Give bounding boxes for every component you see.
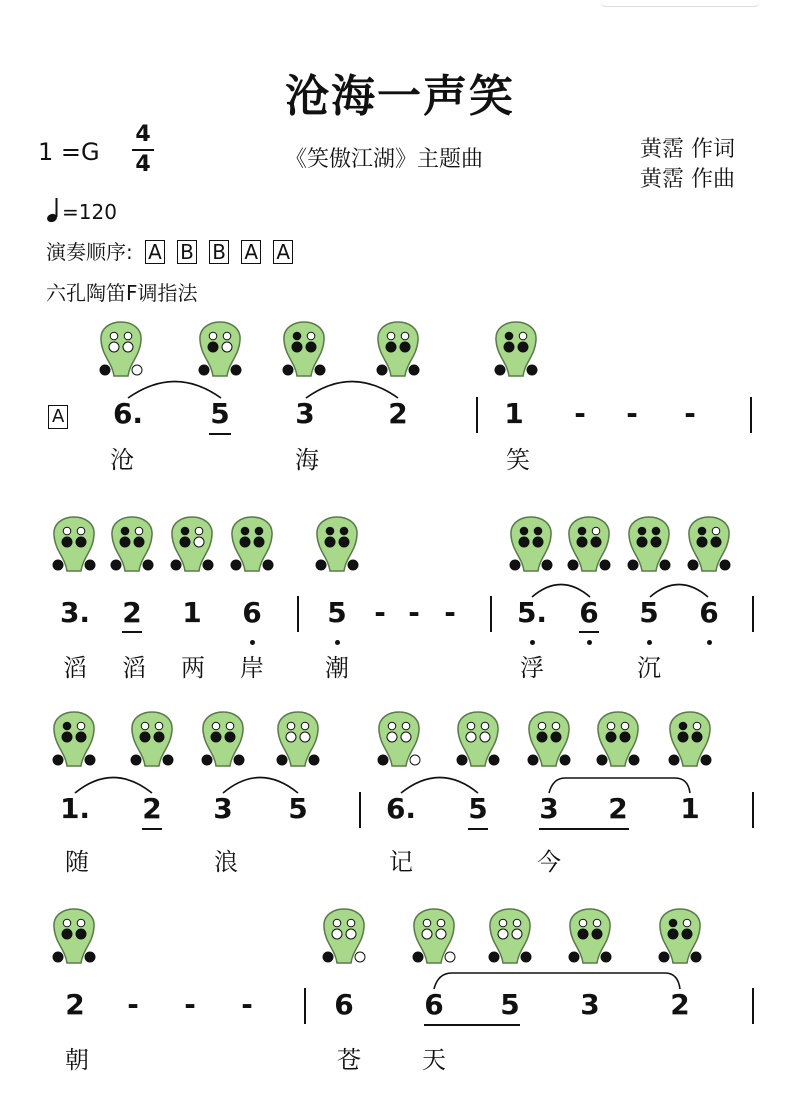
lyric: 海	[295, 446, 319, 474]
ocarina-fingering-icon	[597, 712, 639, 766]
lyricist-credit: 黄霑 作词	[640, 137, 735, 162]
lyric: 沧	[110, 446, 134, 474]
ocarina-fingering-icon	[277, 712, 319, 766]
lyric: 苍	[337, 1046, 361, 1074]
note: 3	[539, 792, 559, 825]
lyric: 潮	[325, 654, 349, 682]
lyric: 沉	[637, 654, 661, 682]
ocarina-fingering-icon	[378, 712, 420, 766]
note: 6	[242, 596, 262, 629]
ocarina-fingering-icon	[316, 517, 358, 571]
ocarina-fingering-icon	[457, 712, 499, 766]
ocarina-fingering-icon	[171, 517, 213, 571]
ocarina-fingering-icon	[568, 517, 610, 571]
note: 6.	[112, 397, 144, 430]
ocarina-fingering-icon	[659, 909, 701, 963]
song-title: 沧海一声笑	[285, 71, 515, 122]
ocarina-fingering-icon	[510, 517, 552, 571]
note: 6	[699, 596, 719, 629]
note: 5	[288, 792, 308, 825]
ocarina-fingering-icon	[100, 322, 142, 376]
lyric: 朝	[65, 1046, 89, 1074]
ocarina-fingering-icon	[688, 517, 730, 571]
ocarina-fingering-icon	[413, 909, 455, 963]
time-signature-top: 4	[135, 122, 151, 147]
ocarina-fingering-icon	[111, 517, 153, 571]
rest-dash: -	[684, 397, 696, 430]
lyric: 记	[389, 848, 413, 876]
time-signature-bottom: 4	[135, 152, 151, 177]
lyric: 滔	[122, 654, 146, 682]
note: 5	[327, 596, 347, 629]
ocarina-fingering-icon	[283, 322, 325, 376]
lyric: 笑	[506, 446, 530, 474]
ocarina-fingering-icon	[489, 909, 531, 963]
ocarina-fingering-icon	[131, 712, 173, 766]
rest-dash: -	[184, 988, 196, 1021]
lyric: 今	[537, 848, 561, 876]
ocarina-fingering-icon	[53, 517, 95, 571]
note: 5	[468, 792, 488, 825]
ocarina-fingering-icon	[495, 322, 537, 376]
note: 6	[424, 988, 444, 1021]
note: 5	[210, 397, 230, 430]
note: 2	[388, 397, 408, 430]
order-box: A	[273, 240, 293, 264]
lyric: 岸	[240, 654, 264, 682]
note: 2	[670, 988, 690, 1021]
section-mark: A	[48, 405, 68, 429]
order-box: B	[177, 240, 197, 264]
rest-dash: -	[408, 596, 420, 629]
lyric: 浪	[214, 848, 238, 876]
ocarina-fingering-icon	[569, 909, 611, 963]
note: 6	[579, 596, 599, 629]
ocarina-fingering-icon	[377, 322, 419, 376]
note: 1	[504, 397, 524, 430]
ocarina-fingering-icon	[202, 712, 244, 766]
rest-dash: -	[574, 397, 586, 430]
rest-dash: -	[626, 397, 638, 430]
ocarina-fingering-icon	[199, 322, 241, 376]
order-box: A	[145, 240, 165, 264]
ocarina-fingering-icon	[231, 517, 273, 571]
ocarina-fingering-icon	[53, 712, 95, 766]
composer-credit: 黄霑 作曲	[640, 167, 735, 192]
ocarina-fingering-icon	[53, 909, 95, 963]
note: 6	[334, 988, 354, 1021]
note: 3.	[59, 596, 91, 629]
note: 5	[639, 596, 659, 629]
rest-dash: -	[127, 988, 139, 1021]
note: 1.	[59, 792, 91, 825]
note: 3	[295, 397, 315, 430]
subtitle: 《笑傲江湖》主题曲	[285, 147, 484, 172]
rest-dash: -	[444, 596, 456, 629]
order-box: B	[209, 240, 229, 264]
fingering-note: 六孔陶笛F调指法	[46, 281, 198, 305]
play-order-label: 演奏顺序:	[46, 240, 133, 264]
lyric: 浮	[520, 654, 544, 682]
rest-dash: -	[241, 988, 253, 1021]
lyric: 天	[422, 1046, 446, 1074]
note: 2	[608, 792, 628, 825]
note: 3	[580, 988, 600, 1021]
ocarina-fingering-icon	[528, 712, 570, 766]
ocarina-fingering-icon	[669, 712, 711, 766]
note: 5.	[516, 596, 548, 629]
note: 1	[680, 792, 700, 825]
lyric: 随	[65, 848, 89, 876]
rest-dash: -	[374, 596, 386, 629]
order-box: A	[241, 240, 261, 264]
tempo-value: =120	[62, 200, 117, 224]
note: 6.	[385, 792, 417, 825]
note: 2	[142, 792, 162, 825]
note: 3	[213, 792, 233, 825]
key-signature: 1 =G	[38, 138, 100, 166]
note: 5	[500, 988, 520, 1021]
lyric: 滔	[63, 654, 87, 682]
lyric: 两	[181, 654, 205, 682]
ocarina-fingering-icon	[323, 909, 365, 963]
note: 2	[122, 596, 142, 629]
ocarina-fingering-icon	[628, 517, 670, 571]
note: 2	[65, 988, 85, 1021]
note: 1	[182, 596, 202, 629]
